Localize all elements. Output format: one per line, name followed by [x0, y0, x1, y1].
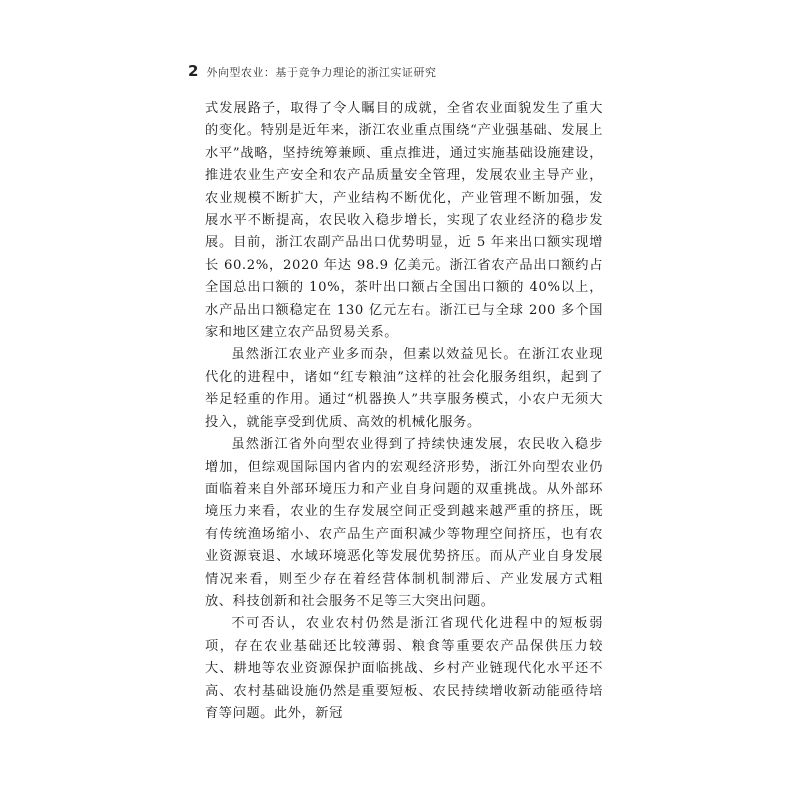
paragraph: 虽然浙江农业产业多而杂，但素以效益见长。在浙江农业现代化的进程中，诸如“红专粮油”这样的社会化服务组织，起到了举足轻重的作用。通过“机器换人”共享服务模式，小农户无须大投入，就能享受到优质、高效的机械化服务。	[205, 347, 603, 430]
paragraph: 虽然浙江省外向型农业得到了持续快速发展，农民收入稳步增加，但综观国际国内省内的宏观经济形势，浙江外向型农业仍面临着来自外部环境压力和产业自身问题的双重挑战。从外部环境压力来看，农业的生存发展空间正受到越来越严重的挤压，既有传统渔场缩小、农产品生产面积减少等物理空间挤压，也有农业资源衰退、水域环境恶化等发展优势挤压。而从产业自身发展情况来看，则至少存在着经营体制机制滞后、产业发展方式粗放、科技创新和社会服务不足等三大突出问题。	[205, 437, 603, 609]
paragraph: 不可否认，农业农村仍然是浙江省现代化进程中的短板弱项，存在农业基础还比较薄弱、粮食等重要农产品保供压力较大、耕地等农业资源保护面临挑战、乡村产业链现代化水平还不高、农村基础设施仍然是重要短板、农民持续增收新动能亟待培育等问题。此外，新冠	[205, 616, 603, 721]
page-number: 2	[188, 62, 199, 80]
running-header-title: 外向型农业：基于竞争力理论的浙江实证研究	[206, 66, 437, 79]
body-text	[205, 98, 603, 725]
running-header	[188, 62, 436, 82]
paragraph-continued: 式发展路子，取得了令人瞩目的成就，全省农业面貌发生了重大的变化。特别是近年来，浙江农业重点围绕“产业强基础、发展上水平”战略，坚持统筹兼顾、重点推进，通过实施基础设施建设，推进农业生产安全和农产品质量安全管理，发展农业主导产业，农业规模不断扩大，产业结构不断优化，产业管理不断加强，发展水平不断提高，农民收入稳步增长，实现了农业经济的稳步发展。目前，浙江农副产品出口优势明显，近 5 年来出口额实现增长 60.2%，2020 年达 98.9 亿美元。浙江省农产品出口额约占全国总出口额的 10%，茶叶出口额占全国出口额的 40%以上，水产品出口额稳定在 130 亿元左右。浙江已与全球 200 多个国家和地区建立农产品贸易关系。	[205, 101, 603, 341]
